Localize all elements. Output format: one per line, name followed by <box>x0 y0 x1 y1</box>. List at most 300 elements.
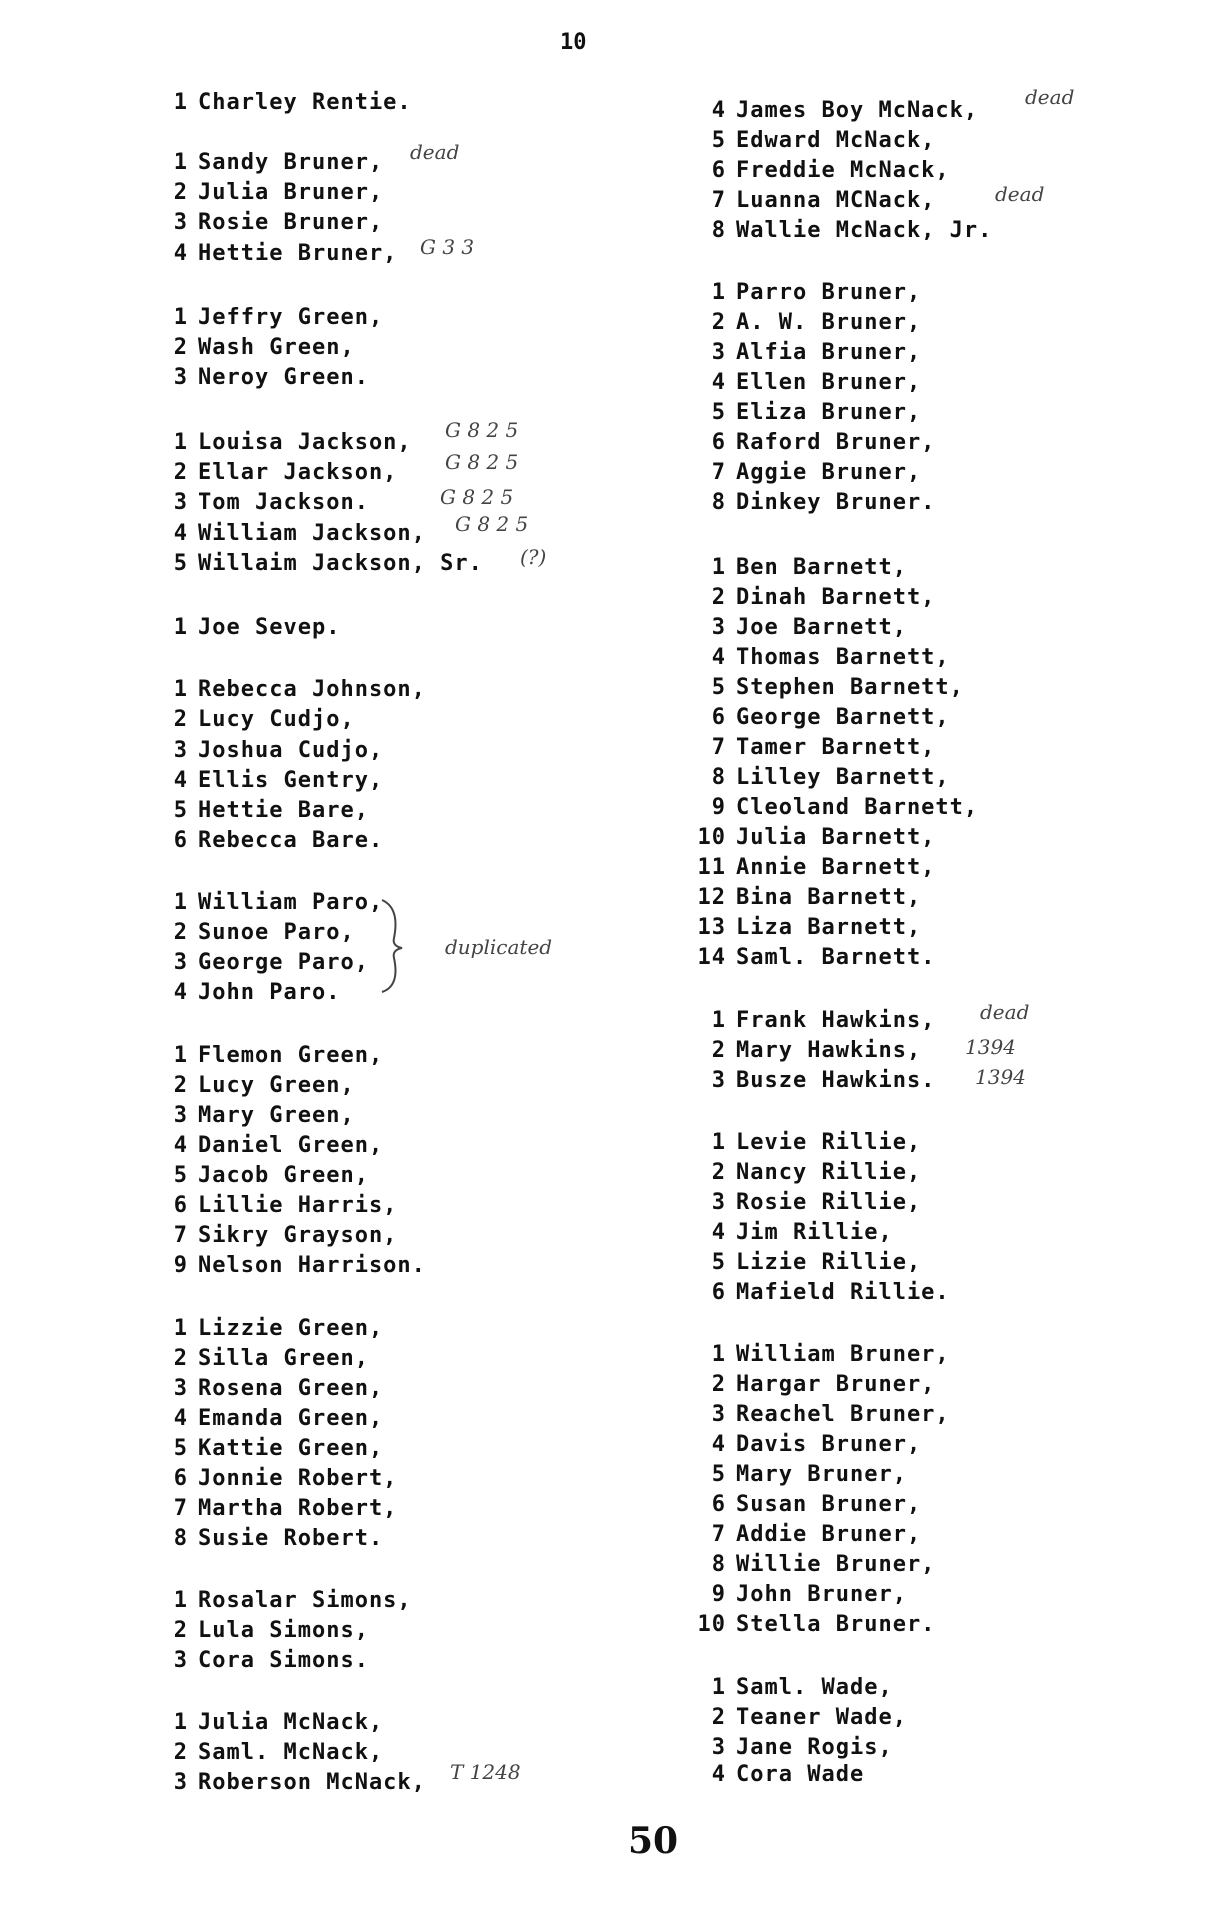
entry-name: Neroy Green. <box>198 365 369 390</box>
left-column-entry <box>160 180 383 206</box>
entry-number: 5 <box>173 551 188 576</box>
entry-name: Addie Bruner, <box>736 1522 922 1547</box>
left-column-entry <box>160 1406 383 1432</box>
right-column-entry <box>690 1762 864 1788</box>
right-column-entry <box>690 1432 921 1458</box>
left-column-entry <box>160 1588 412 1614</box>
right-column-entry <box>690 340 921 366</box>
entry-name: Jim Rillie, <box>736 1220 893 1245</box>
entry-number: 4 <box>173 521 188 546</box>
entry-name: Stephen Barnett, <box>736 675 964 700</box>
entry-number: 3 <box>173 490 188 515</box>
entry-number: 5 <box>711 1462 726 1487</box>
right-column-entry <box>690 490 935 516</box>
entry-number: 1 <box>711 555 726 580</box>
right-column-entry <box>690 188 935 214</box>
entry-name: Cora Wade <box>736 1762 865 1787</box>
entry-name: Lizzie Green, <box>198 1316 384 1341</box>
entry-number: 3 <box>711 1190 726 1215</box>
entry-name: Rosalar Simons, <box>198 1588 412 1613</box>
left-column-entry <box>160 768 383 794</box>
entry-number: 5 <box>711 400 726 425</box>
entry-name: John Paro. <box>198 980 341 1005</box>
entry-name: Lillie Harris, <box>198 1193 398 1218</box>
right-column-entry <box>690 1342 950 1368</box>
right-column-entry <box>690 1068 935 1094</box>
entry-number: 4 <box>711 645 726 670</box>
entry-number: 2 <box>711 585 726 610</box>
right-column-entry <box>690 1462 907 1488</box>
left-column-entry <box>160 615 340 641</box>
left-column-entry <box>160 90 412 116</box>
right-column-entry <box>690 1492 921 1518</box>
right-column-entry <box>690 1280 950 1306</box>
entry-number: 4 <box>173 768 188 793</box>
entry-number: 3 <box>173 1376 188 1401</box>
handwritten-note: dead <box>410 140 460 164</box>
entry-number: 4 <box>173 1406 188 1431</box>
entry-number: 5 <box>173 1436 188 1461</box>
right-column-entry <box>690 1522 921 1548</box>
left-column-entry <box>160 1103 355 1129</box>
entry-name: Mafield Rillie. <box>736 1280 950 1305</box>
entry-number: 2 <box>173 1740 188 1765</box>
left-column-entry <box>160 490 369 516</box>
entry-number: 8 <box>711 1552 726 1577</box>
entry-number: 8 <box>173 1526 188 1551</box>
entry-number: 1 <box>173 150 188 175</box>
right-column-entry <box>690 460 921 486</box>
entry-name: Joe Sevep. <box>198 615 341 640</box>
entry-name: Tamer Barnett, <box>736 735 936 760</box>
right-column-entry <box>690 1130 921 1156</box>
entry-name: Flemon Green, <box>198 1043 384 1068</box>
entry-number: 1 <box>173 1316 188 1341</box>
entry-number: 1 <box>711 1342 726 1367</box>
left-column-entry <box>160 1376 383 1402</box>
right-column-entry <box>690 795 978 821</box>
entry-name: Lucy Cudjo, <box>198 707 355 732</box>
entry-number: 7 <box>173 1223 188 1248</box>
entry-number: 1 <box>173 1710 188 1735</box>
entry-name: Martha Robert, <box>198 1496 398 1521</box>
entry-name: Raford Bruner, <box>736 430 936 455</box>
page-number: 10 <box>560 30 587 55</box>
entry-name: Mary Hawkins, <box>736 1038 922 1063</box>
entry-number: 2 <box>173 180 188 205</box>
entry-number: 7 <box>711 188 726 213</box>
entry-name: A. W. Bruner, <box>736 310 922 335</box>
entry-name: Rosie Rillie, <box>736 1190 922 1215</box>
entry-name: Ellis Gentry, <box>198 768 384 793</box>
right-column-entry <box>690 675 964 701</box>
entry-name: Frank Hawkins, <box>736 1008 936 1033</box>
entry-name: Kattie Green, <box>198 1436 384 1461</box>
handwritten-note: dead <box>980 1000 1030 1024</box>
entry-name: Cora Simons. <box>198 1648 369 1673</box>
entry-number: 13 <box>697 915 726 940</box>
entry-name: Edward McNack, <box>736 128 936 153</box>
entry-number: 1 <box>711 1008 726 1033</box>
entry-name: Susie Robert. <box>198 1526 384 1551</box>
entry-name: Jacob Green, <box>198 1163 369 1188</box>
entry-number: 1 <box>173 90 188 115</box>
entry-name: Julia McNack, <box>198 1710 384 1735</box>
entry-number: 7 <box>711 1522 726 1547</box>
right-column-entry <box>690 1612 935 1638</box>
entry-name: Silla Green, <box>198 1346 369 1371</box>
left-column-entry <box>160 521 426 547</box>
entry-name: Stella Bruner. <box>736 1612 936 1637</box>
handwritten-note: G 8 2 5 <box>445 450 519 474</box>
handwritten-note: (?) <box>520 545 547 569</box>
entry-number: 3 <box>173 365 188 390</box>
left-column-entry <box>160 150 383 176</box>
entry-name: Sunoe Paro, <box>198 920 355 945</box>
left-column-entry <box>160 1466 397 1492</box>
entry-number: 7 <box>173 1496 188 1521</box>
left-column-entry <box>160 1163 369 1189</box>
right-column-entry <box>690 1402 950 1428</box>
entry-number: 4 <box>711 1220 726 1245</box>
entry-number: 3 <box>711 1402 726 1427</box>
entry-number: 2 <box>711 1038 726 1063</box>
left-column-entry <box>160 677 426 703</box>
entry-name: Mary Green, <box>198 1103 355 1128</box>
entry-name: John Bruner, <box>736 1582 907 1607</box>
left-column-entry <box>160 980 340 1006</box>
handwritten-note: G 8 2 5 <box>455 512 529 536</box>
right-column-entry <box>690 735 935 761</box>
left-column-entry <box>160 1740 383 1766</box>
right-column-entry <box>690 128 935 154</box>
entry-name: Luanna MCNack, <box>736 188 936 213</box>
entry-number: 5 <box>711 1250 726 1275</box>
left-column-entry <box>160 1770 426 1796</box>
entry-number: 3 <box>173 950 188 975</box>
entry-name: Ellar Jackson, <box>198 460 398 485</box>
left-column-entry <box>160 365 369 391</box>
entry-number: 6 <box>173 1466 188 1491</box>
entry-name: Lucy Green, <box>198 1073 355 1098</box>
left-column-entry <box>160 1253 426 1279</box>
left-column-entry <box>160 305 383 331</box>
left-column-entry <box>160 1496 397 1522</box>
right-column-entry <box>690 400 921 426</box>
entry-number: 3 <box>173 1648 188 1673</box>
entry-number: 10 <box>697 825 726 850</box>
right-column-entry <box>690 280 921 306</box>
entry-number: 3 <box>711 340 726 365</box>
entry-number: 1 <box>173 305 188 330</box>
entry-number: 2 <box>173 707 188 732</box>
handwritten-note: 1394 <box>965 1035 1016 1059</box>
entry-number: 1 <box>711 280 726 305</box>
entry-name: Parro Bruner, <box>736 280 922 305</box>
right-column-entry <box>690 1675 893 1701</box>
entry-number: 6 <box>173 828 188 853</box>
right-column-entry <box>690 430 935 456</box>
handwritten-note: dead <box>995 182 1045 206</box>
handwritten-note: G 8 2 5 <box>445 418 519 442</box>
entry-number: 2 <box>711 1705 726 1730</box>
entry-name: Mary Bruner, <box>736 1462 907 1487</box>
entry-number: 12 <box>697 885 726 910</box>
entry-number: 8 <box>711 218 726 243</box>
entry-number: 7 <box>711 735 726 760</box>
entry-name: William Jackson, <box>198 521 426 546</box>
handwritten-note: dead <box>1025 85 1075 109</box>
entry-number: 1 <box>173 890 188 915</box>
entry-name: George Barnett, <box>736 705 950 730</box>
entry-name: Susan Bruner, <box>736 1492 922 1517</box>
entry-number: 9 <box>173 1253 188 1278</box>
entry-name: James Boy McNack, <box>736 98 979 123</box>
left-column-entry <box>160 738 383 764</box>
entry-number: 3 <box>711 1068 726 1093</box>
entry-number: 8 <box>711 765 726 790</box>
right-column-entry <box>690 218 992 244</box>
entry-name: Charley Rentie. <box>198 90 412 115</box>
entry-name: Rosie Bruner, <box>198 210 384 235</box>
entry-name: Rebecca Johnson, <box>198 677 426 702</box>
entry-name: Dinkey Bruner. <box>736 490 936 515</box>
entry-number: 14 <box>697 945 726 970</box>
entry-name: Willie Bruner, <box>736 1552 936 1577</box>
entry-number: 10 <box>697 1612 726 1637</box>
duplicate-bracket-mark <box>380 898 404 994</box>
entry-name: Willaim Jackson, Sr. <box>198 551 483 576</box>
entry-number: 2 <box>173 1073 188 1098</box>
entry-number: 5 <box>173 1163 188 1188</box>
right-column-entry <box>690 765 950 791</box>
left-column-entry <box>160 890 383 916</box>
entry-name: Aggie Bruner, <box>736 460 922 485</box>
entry-name: Saml. McNack, <box>198 1740 384 1765</box>
entry-number: 2 <box>173 460 188 485</box>
left-column-entry <box>160 1073 355 1099</box>
entry-number: 7 <box>711 460 726 485</box>
right-column-entry <box>690 1372 935 1398</box>
entry-number: 1 <box>173 1043 188 1068</box>
handwritten-note: G 8 2 5 <box>440 485 514 509</box>
entry-number: 9 <box>711 795 726 820</box>
entry-name: George Paro, <box>198 950 369 975</box>
entry-name: Alfia Bruner, <box>736 340 922 365</box>
left-column-entry <box>160 1223 397 1249</box>
right-column-entry <box>690 705 950 731</box>
right-column-entry <box>690 825 935 851</box>
left-column-entry <box>160 920 355 946</box>
entry-name: Wash Green, <box>198 335 355 360</box>
entry-name: Dinah Barnett, <box>736 585 936 610</box>
left-column-entry <box>160 241 397 267</box>
entry-name: Liza Barnett, <box>736 915 922 940</box>
right-column-entry <box>690 1008 935 1034</box>
right-column-entry <box>690 1705 907 1731</box>
right-column-entry <box>690 645 950 671</box>
entry-name: Saml. Wade, <box>736 1675 893 1700</box>
left-column-entry <box>160 1043 383 1069</box>
entry-name: Bina Barnett, <box>736 885 922 910</box>
right-column-entry <box>690 855 935 881</box>
entry-name: Lilley Barnett, <box>736 765 950 790</box>
entry-number: 5 <box>711 128 726 153</box>
entry-number: 4 <box>711 98 726 123</box>
right-column-entry <box>690 1220 893 1246</box>
left-column-entry <box>160 1193 397 1219</box>
entry-name: Daniel Green, <box>198 1133 384 1158</box>
left-column-entry <box>160 460 397 486</box>
entry-name: Jeffry Green, <box>198 305 384 330</box>
entry-name: Jane Rogis, <box>736 1735 893 1760</box>
entry-number: 1 <box>711 1130 726 1155</box>
entry-number: 2 <box>711 310 726 335</box>
handwritten-note: T 1248 <box>450 1760 521 1784</box>
entry-name: Levie Rillie, <box>736 1130 922 1155</box>
entry-number: 3 <box>173 210 188 235</box>
entry-name: Jonnie Robert, <box>198 1466 398 1491</box>
right-column-entry <box>690 1190 921 1216</box>
entry-name: Roberson McNack, <box>198 1770 426 1795</box>
entry-name: Rosena Green, <box>198 1376 384 1401</box>
left-column-entry <box>160 335 355 361</box>
entry-number: 4 <box>711 370 726 395</box>
right-column-entry <box>690 615 907 641</box>
left-column-entry <box>160 950 369 976</box>
right-column-entry <box>690 1552 935 1578</box>
entry-number: 6 <box>711 1492 726 1517</box>
handwritten-note: duplicated <box>445 935 553 959</box>
entry-number: 3 <box>173 1103 188 1128</box>
entry-number: 1 <box>711 1675 726 1700</box>
left-column-entry <box>160 210 383 236</box>
entry-number: 6 <box>711 430 726 455</box>
right-column-entry <box>690 885 921 911</box>
entry-name: Freddie McNack, <box>736 158 950 183</box>
left-column-entry <box>160 1710 383 1736</box>
entry-name: Louisa Jackson, <box>198 430 412 455</box>
entry-number: 5 <box>711 675 726 700</box>
right-column-entry <box>690 1038 921 1064</box>
entry-number: 6 <box>711 158 726 183</box>
right-column-entry <box>690 915 921 941</box>
entry-name: Ellen Bruner, <box>736 370 922 395</box>
entry-number: 2 <box>173 920 188 945</box>
entry-name: Hettie Bruner, <box>198 241 398 266</box>
right-column-entry <box>690 370 921 396</box>
entry-number: 3 <box>173 738 188 763</box>
entry-name: Lizie Rillie, <box>736 1250 922 1275</box>
entry-number: 4 <box>173 1133 188 1158</box>
entry-number: 2 <box>711 1160 726 1185</box>
entry-number: 4 <box>711 1762 726 1787</box>
entry-number: 4 <box>711 1432 726 1457</box>
footer-page-number: 50 <box>628 1820 679 1862</box>
entry-name: Annie Barnett, <box>736 855 936 880</box>
right-column-entry <box>690 158 950 184</box>
left-column-entry <box>160 707 355 733</box>
entry-number: 3 <box>173 1770 188 1795</box>
entry-number: 3 <box>711 1735 726 1760</box>
right-column-entry <box>690 555 907 581</box>
entry-number: 6 <box>711 1280 726 1305</box>
left-column-entry <box>160 430 412 456</box>
entry-number: 2 <box>173 1346 188 1371</box>
right-column-entry <box>690 1160 921 1186</box>
entry-name: Busze Hawkins. <box>736 1068 936 1093</box>
right-column-entry <box>690 1582 907 1608</box>
entry-number: 1 <box>173 430 188 455</box>
handwritten-note: 1394 <box>975 1065 1026 1089</box>
entry-number: 2 <box>711 1372 726 1397</box>
entry-name: Hargar Bruner, <box>736 1372 936 1397</box>
entry-number: 6 <box>711 705 726 730</box>
entry-name: Joshua Cudjo, <box>198 738 384 763</box>
entry-name: Wallie McNack, Jr. <box>736 218 993 243</box>
right-column-entry <box>690 98 978 124</box>
entry-name: William Bruner, <box>736 1342 950 1367</box>
entry-name: Reachel Bruner, <box>736 1402 950 1427</box>
entry-name: Thomas Barnett, <box>736 645 950 670</box>
entry-name: Davis Bruner, <box>736 1432 922 1457</box>
right-column-entry <box>690 310 921 336</box>
entry-number: 1 <box>173 1588 188 1613</box>
entry-name: Nancy Rillie, <box>736 1160 922 1185</box>
left-column-entry <box>160 551 483 577</box>
entry-number: 4 <box>173 241 188 266</box>
entry-name: Teaner Wade, <box>736 1705 907 1730</box>
entry-name: Hettie Bare, <box>198 798 369 823</box>
right-column-entry <box>690 1735 893 1761</box>
entry-number: 1 <box>173 615 188 640</box>
entry-name: Julia Barnett, <box>736 825 936 850</box>
left-column-entry <box>160 1648 369 1674</box>
left-column-entry <box>160 828 383 854</box>
entry-name: Lula Simons, <box>198 1618 369 1643</box>
entry-name: Tom Jackson. <box>198 490 369 515</box>
entry-name: Emanda Green, <box>198 1406 384 1431</box>
entry-number: 2 <box>173 335 188 360</box>
entry-name: Rebecca Bare. <box>198 828 384 853</box>
left-column-entry <box>160 1436 383 1462</box>
entry-name: Joe Barnett, <box>736 615 907 640</box>
entry-number: 3 <box>711 615 726 640</box>
entry-number: 6 <box>173 1193 188 1218</box>
entry-name: William Paro, <box>198 890 384 915</box>
left-column-entry <box>160 798 369 824</box>
entry-number: 4 <box>173 980 188 1005</box>
left-column-entry <box>160 1346 369 1372</box>
handwritten-note: G 3 3 <box>420 235 475 259</box>
entry-number: 11 <box>697 855 726 880</box>
right-column-entry <box>690 585 935 611</box>
entry-name: Eliza Bruner, <box>736 400 922 425</box>
right-column-entry <box>690 1250 921 1276</box>
entry-name: Cleoland Barnett, <box>736 795 979 820</box>
left-column-entry <box>160 1133 383 1159</box>
entry-number: 1 <box>173 677 188 702</box>
entry-number: 8 <box>711 490 726 515</box>
entry-name: Julia Bruner, <box>198 180 384 205</box>
left-column-entry <box>160 1316 383 1342</box>
entry-name: Sandy Bruner, <box>198 150 384 175</box>
entry-name: Ben Barnett, <box>736 555 907 580</box>
entry-name: Sikry Grayson, <box>198 1223 398 1248</box>
left-column-entry <box>160 1618 369 1644</box>
entry-number: 2 <box>173 1618 188 1643</box>
entry-number: 5 <box>173 798 188 823</box>
